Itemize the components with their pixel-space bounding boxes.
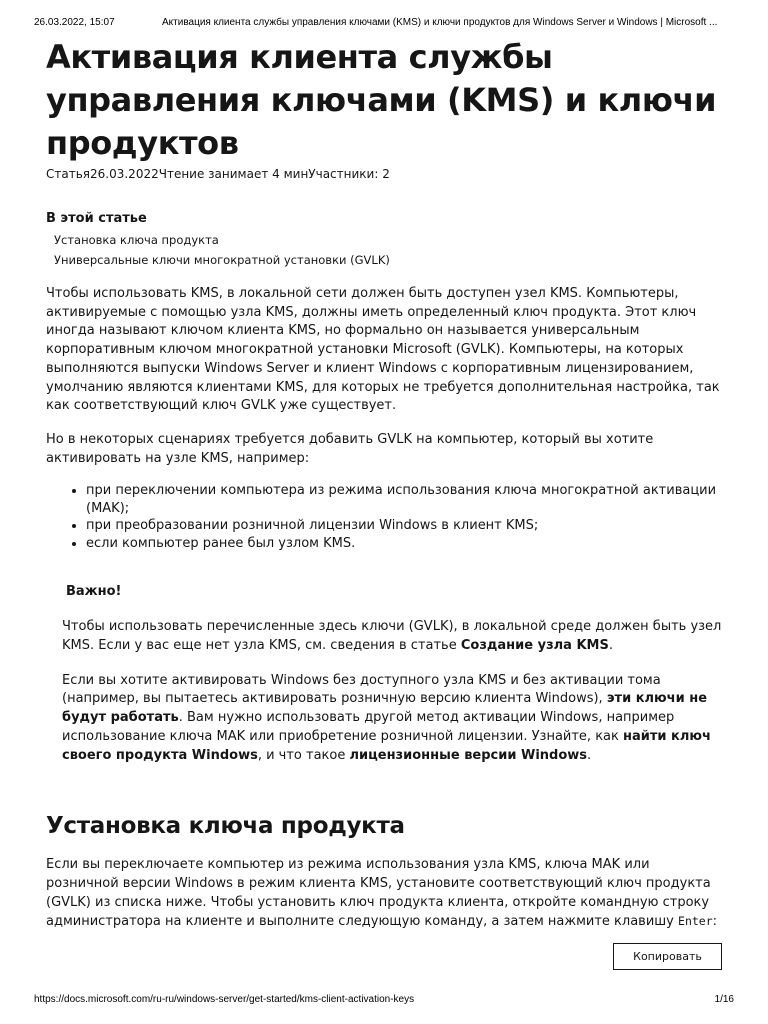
print-footer [34,994,734,1005]
toc-title: В этой статье [46,211,147,226]
meta-date: 26.03.2022 [90,167,159,181]
list-item: • при преобразовании розничной лицензии Windows в клиент KMS; [86,517,726,535]
print-url: https://docs.microsoft.com/ru-ru/windows-server/get-started/kms-client-activation-keys [34,994,415,1005]
meta-read-time: Чтение занимает 4 мин [158,167,309,181]
alert-paragraph-2 [62,672,726,766]
page-number: 1/16 [714,994,734,1005]
alert-text: Чтобы использовать перечисленные здесь ключи (GVLK), в локальной среде должен быть узел KMS. Если у вас еще нет узла KMS, см. сведения в статье [62,619,722,654]
alert-text: . [587,747,592,763]
important-alert [62,584,726,765]
section-text: Если вы переключаете компьютер из режима использования узла KMS, ключа MAK или розничной версии Windows в режим клиента KMS, установите соответствующий ключ продукта (GVLK) из списка ниже. Чтобы установить ключ продукта клиента, откройте командную строку администратора на клиенте и выполните следующую команду, а затем нажмите клавишу [46,857,711,930]
section-heading-install-key: Установка ключа продукта [46,813,405,840]
copy-button[interactable]: Копировать [613,943,722,970]
meta-contributors-link[interactable]: Участники: 2 [308,167,390,181]
alert-text: . Вам нужно использовать другой метод активации Windows, например использование ключа MAK или приобретение розничной лицензии. Узнайте, как [62,710,675,744]
toc-link-gvlk[interactable]: Универсальные ключи многократной установки (GVLK) [54,253,390,267]
enter-key-code: Enter [678,914,713,929]
print-header [34,17,748,28]
license-versions-link[interactable]: лицензионные версии Windows [349,747,588,763]
meta-type: Статья [46,167,91,181]
toc-link-install-key[interactable]: Установка ключа продукта [54,233,219,247]
alert-text: , и что такое [257,747,350,763]
intro-paragraph: Чтобы использовать KMS, в локальной сети должен быть доступен узел KMS. Компьютеры, активируемые с помощью узла KMS, должны иметь определенный ключ продукта. Этот ключ иногда называют ключом клиента KMS, но формально он называется универсальным корпоративным ключом многократной установки Microsoft (GVLK). Компьютеры, на которых выполняются выпуски Windows Server и клиент Windows с корпоративным лицензированием, умолчанию являются клиентами KMS, для которых не требуется дополнительная настройка, так как соответствующий ключ GVLK уже существует. [46,286,720,414]
article [46,36,726,932]
section-text: : [712,914,718,930]
print-page-title: Активация клиента службы управления ключами (KMS) и ключи продуктов для Windows Server и Windows | Microsoft ... [162,17,718,28]
alert-paragraph-1 [62,618,726,655]
article-meta [46,167,726,181]
create-kms-host-link[interactable]: Создание узла KMS [460,638,609,654]
page-title: Активация клиента службы управления ключами (KMS) и ключи продуктов [46,38,717,162]
list-item: • при переключении компьютера из режима использования ключа многократной активации (MAK); [86,482,726,517]
list-item: • если компьютер ранее был узлом KMS. [86,535,726,553]
keys-wont-work-link[interactable]: эти ключи не будут работать [62,691,708,726]
install-key-paragraph [46,856,726,932]
scenarios-intro: Но в некоторых сценариях требуется добавить GVLK на компьютер, который вы хотите активировать на узле KMS, например: [46,431,654,466]
print-date: 26.03.2022, 15:07 [34,17,115,28]
scenario-list [46,482,726,552]
find-product-key-link[interactable]: найти ключ своего продукта Windows [62,728,711,763]
alert-text: . [608,638,613,654]
alert-text: Если вы хотите активировать Windows без доступного узла KMS и без активации тома (например, вы пытаетесь активировать розничную версию клиента Windows), [62,672,661,707]
alert-title: Важно! [66,584,122,600]
